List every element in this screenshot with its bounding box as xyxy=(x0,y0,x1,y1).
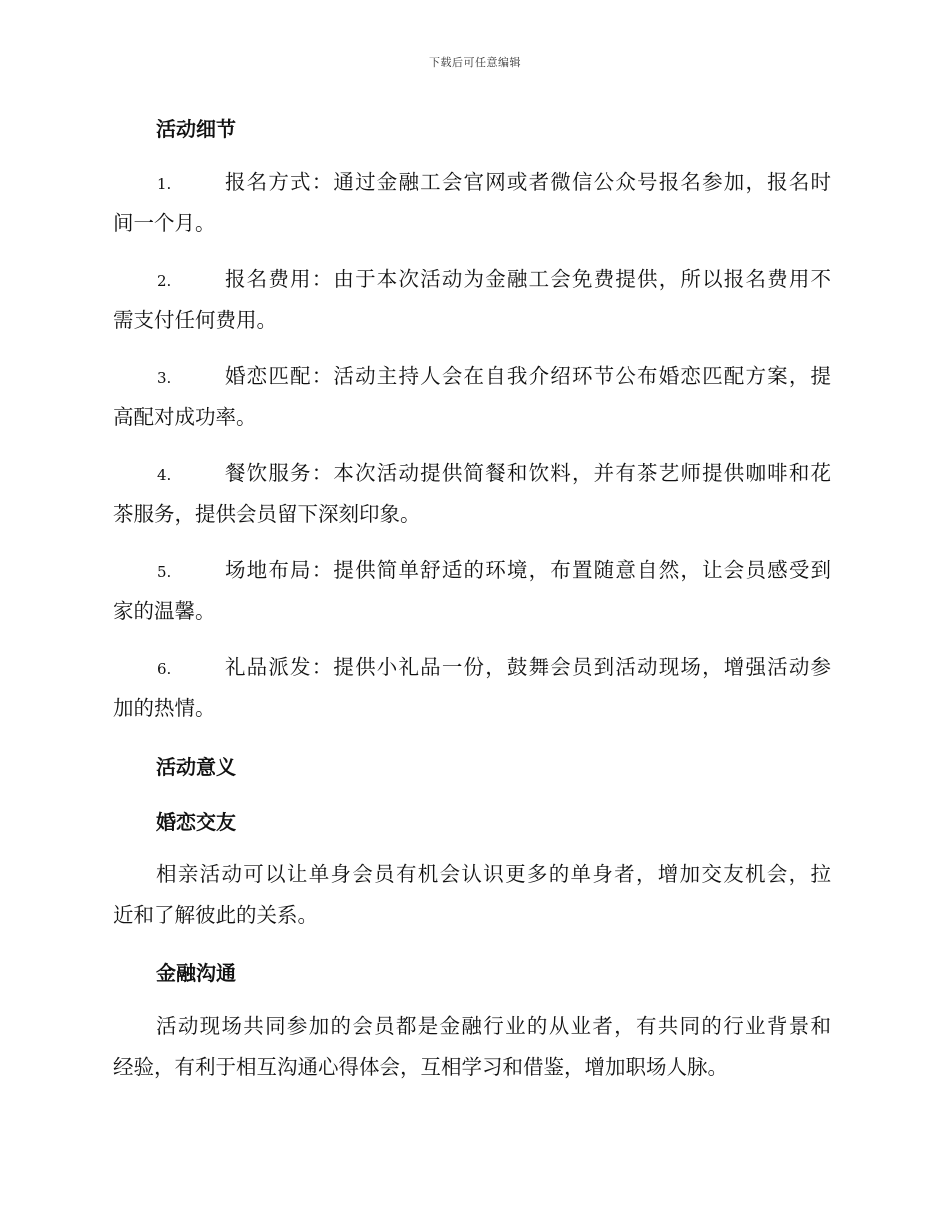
list-item xyxy=(113,162,831,243)
list-item-continuation: 家的温馨。 xyxy=(113,599,216,623)
list-item-text: 报名费用：由于本次活动为金融工会免费提供，所以报名费用不 xyxy=(225,267,831,291)
list-item xyxy=(113,647,831,728)
list-item-number: 2. xyxy=(157,272,172,290)
list-item-number: 5. xyxy=(157,563,172,581)
paragraph-finance xyxy=(113,1006,831,1087)
list-item-continuation: 需支付任何费用。 xyxy=(113,308,277,332)
list-item xyxy=(113,356,831,437)
list-item-number: 4. xyxy=(157,466,172,484)
list-item-text: 报名方式：通过金融工会官网或者微信公众号报名参加，报名时 xyxy=(225,170,831,194)
page-header-note: 下载后可任意编辑 xyxy=(429,56,521,69)
paragraph-dating xyxy=(113,854,831,935)
list-item-number: 3. xyxy=(157,369,172,387)
section-heading-details: 活动细节 xyxy=(156,117,236,141)
paragraph-line: 相亲活动可以让单身会员有机会认识更多的单身者，增加交友机会，拉 xyxy=(156,862,831,886)
list-item-text: 礼品派发：提供小礼品一份，鼓舞会员到活动现场，增强活动参 xyxy=(225,655,831,679)
list-item-number: 1. xyxy=(157,175,172,193)
list-item xyxy=(113,550,831,631)
list-item xyxy=(113,453,831,534)
subsection-heading-finance: 金融沟通 xyxy=(156,961,236,985)
list-item-continuation: 茶服务，提供会员留下深刻印象。 xyxy=(113,502,421,526)
list-item-continuation: 高配对成功率。 xyxy=(113,405,257,429)
section-heading-significance: 活动意义 xyxy=(156,755,236,779)
paragraph-line: 近和了解彼此的关系。 xyxy=(113,903,318,927)
subsection-heading-dating: 婚恋交友 xyxy=(156,810,236,834)
list-item-continuation: 加的热情。 xyxy=(113,696,216,720)
list-item-text: 婚恋匹配：活动主持人会在自我介绍环节公布婚恋匹配方案，提 xyxy=(225,364,831,388)
list-item-continuation: 间一个月。 xyxy=(113,211,216,235)
list-item-text: 场地布局：提供简单舒适的环境，布置随意自然，让会员感受到 xyxy=(225,558,831,582)
paragraph-line: 经验，有利于相互沟通心得体会，互相学习和借鉴，增加职场人脉。 xyxy=(113,1055,728,1079)
list-item-text: 餐饮服务：本次活动提供简餐和饮料，并有茶艺师提供咖啡和花 xyxy=(225,461,831,485)
paragraph-line: 活动现场共同参加的会员都是金融行业的从业者，有共同的行业背景和 xyxy=(156,1014,831,1038)
list-item-number: 6. xyxy=(157,660,172,678)
list-item xyxy=(113,259,831,340)
